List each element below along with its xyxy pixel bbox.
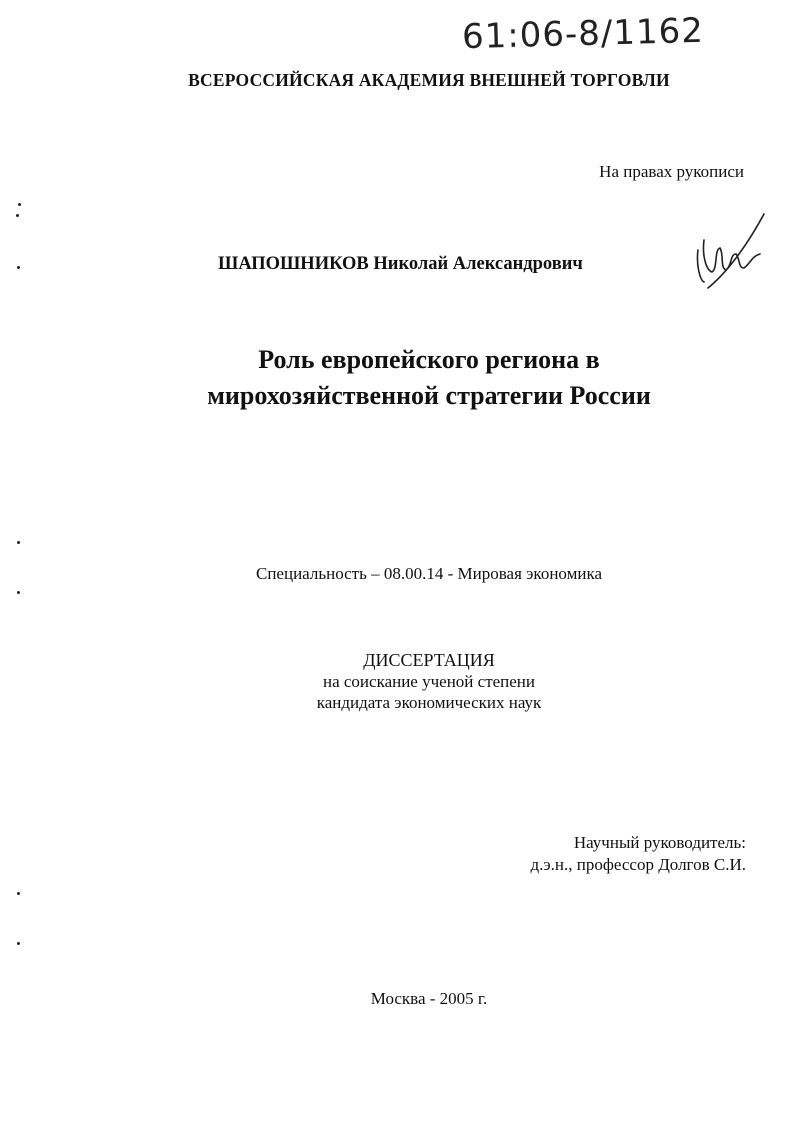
scan-speck: [17, 591, 20, 594]
degree-line-1: на соискание ученой степени: [322, 672, 536, 691]
degree-line-2: кандидата экономических наук: [316, 693, 542, 712]
dissertation-title: [0, 342, 796, 414]
dissertation-block: [0, 650, 796, 713]
scan-speck: [17, 266, 20, 269]
dissertation-heading: ДИССЕРТАЦИЯ: [363, 650, 495, 670]
scan-speck: [17, 541, 20, 544]
supervisor-block: [530, 832, 746, 876]
supervisor-label: Научный руководитель:: [573, 833, 746, 852]
title-line-2: мирохозяйственной стратегии России: [207, 381, 651, 410]
handwritten-catalog-code: 61:06-8/1162: [461, 10, 705, 58]
author-name: ШАПОШНИКОВ Николай Александрович: [218, 254, 583, 274]
specialty: Специальность – 08.00.14 - Мировая экономика: [255, 564, 603, 583]
rights-note: На правах рукописи: [599, 162, 744, 181]
title-line-1: Роль европейского региона в: [258, 345, 600, 374]
academy-name: ВСЕРОССИЙСКАЯ АКАДЕМИЯ ВНЕШНЕЙ ТОРГОВЛИ: [188, 70, 670, 90]
scan-speck: [18, 203, 21, 206]
signature-icon: [690, 210, 770, 294]
scan-speck: [16, 214, 19, 217]
scan-speck: [17, 892, 20, 895]
place-year: Москва - 2005 г.: [370, 989, 488, 1008]
scan-speck: [17, 942, 20, 945]
supervisor-name: д.э.н., профессор Долгов С.И.: [530, 855, 746, 874]
